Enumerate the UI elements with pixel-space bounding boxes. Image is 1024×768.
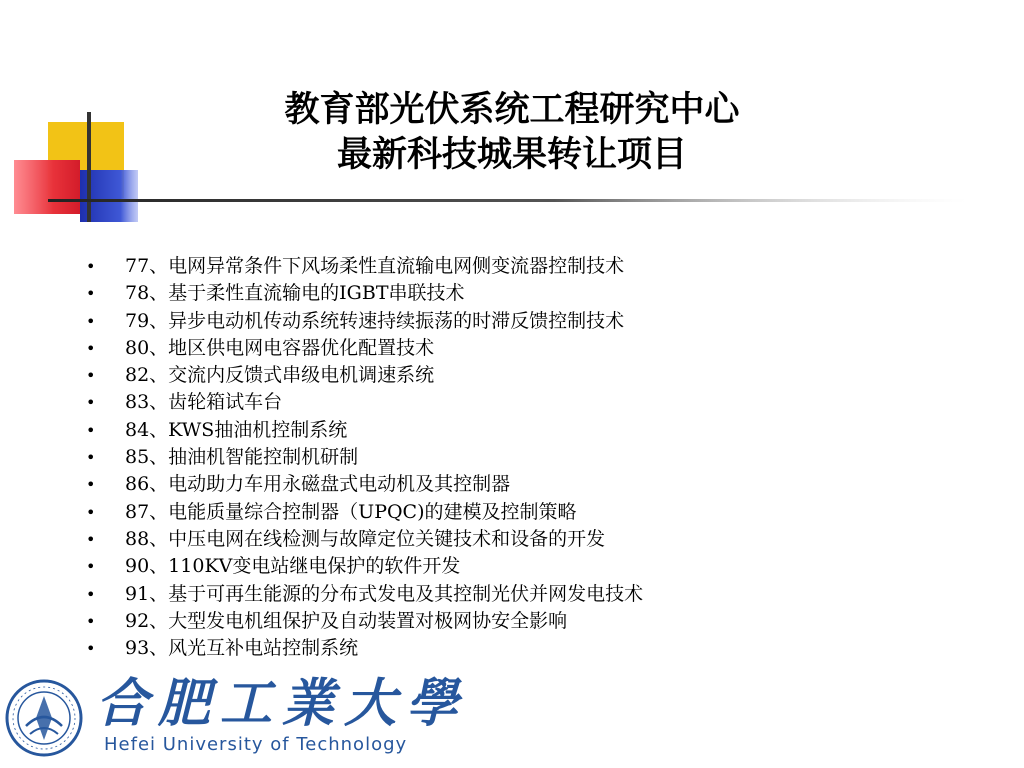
list-item (86, 471, 986, 498)
list-item-text: 83、齿轮箱试车台 (125, 391, 283, 414)
horizontal-rule (48, 199, 968, 202)
list-item (86, 526, 986, 553)
title-line-2: 最新科技城果转让项目 (336, 135, 687, 175)
title-line-1: 教育部光伏系统工程研究中心 (284, 90, 740, 130)
bullet-icon: • (86, 311, 96, 331)
university-name-en: Hefei University of Technology (104, 734, 408, 755)
list-item (86, 308, 986, 335)
list-item (86, 362, 986, 389)
project-list (86, 253, 986, 662)
bullet-icon: • (86, 584, 96, 604)
list-item-text: 79、异步电动机传动系统转速持续振荡的时滞反馈控制技术 (125, 309, 625, 332)
list-item (86, 581, 986, 608)
list-item (86, 499, 986, 526)
page-title (0, 88, 1024, 178)
list-item-text: 93、风光互补电站控制系统 (125, 637, 359, 660)
bullet-icon: • (86, 284, 96, 304)
bullet-icon: • (86, 475, 96, 495)
list-item (86, 608, 986, 635)
bullet-icon: • (86, 557, 96, 577)
list-item (86, 389, 986, 416)
list-item-text: 78、基于柔性直流输电的IGBT串联技术 (125, 282, 465, 305)
bullet-icon: • (86, 393, 96, 413)
list-item-text: 92、大型发电机组保护及自动装置对极网协安全影响 (125, 609, 568, 632)
university-logo (0, 672, 469, 768)
bullet-icon: • (86, 338, 96, 358)
list-item (86, 335, 986, 362)
list-item (86, 553, 986, 580)
list-item-text: 84、KWS抽油机控制系统 (125, 418, 348, 441)
list-item-text: 86、电动助力车用永磁盘式电动机及其控制器 (125, 473, 511, 496)
list-item (86, 635, 986, 662)
bullet-icon: • (86, 502, 96, 522)
list-item-text: 80、地区供电网电容器优化配置技术 (125, 336, 435, 359)
list-item-text: 90、110KV变电站继电保护的软件开发 (125, 555, 461, 578)
list-item-text: 91、基于可再生能源的分布式发电及其控制光伏并网发电技术 (125, 582, 644, 605)
list-item-text: 77、电网异常条件下风场柔性直流输电网侧变流器控制技术 (125, 255, 625, 277)
list-item (86, 280, 986, 307)
bullet-icon: • (86, 366, 96, 386)
bullet-icon: • (86, 639, 96, 659)
bullet-icon: • (86, 257, 96, 276)
list-item-text: 87、电能质量综合控制器（UPQC)的建模及控制策略 (125, 500, 577, 523)
list-item-text: 85、抽油机智能控制机研制 (125, 446, 359, 469)
university-seal-icon (4, 678, 84, 758)
bullet-icon: • (86, 611, 96, 631)
bullet-icon: • (86, 420, 96, 440)
list-item-text: 88、中压电网在线检测与故障定位关键技术和设备的开发 (125, 527, 606, 550)
university-name-cn: 合肥工業大學 (96, 673, 469, 734)
list-item-text: 82、交流内反馈式串级电机调速系统 (125, 364, 435, 387)
bullet-icon: • (86, 529, 96, 549)
list-item (86, 444, 986, 471)
list-item (86, 253, 986, 280)
list-item (86, 417, 986, 444)
bullet-icon: • (86, 448, 96, 468)
